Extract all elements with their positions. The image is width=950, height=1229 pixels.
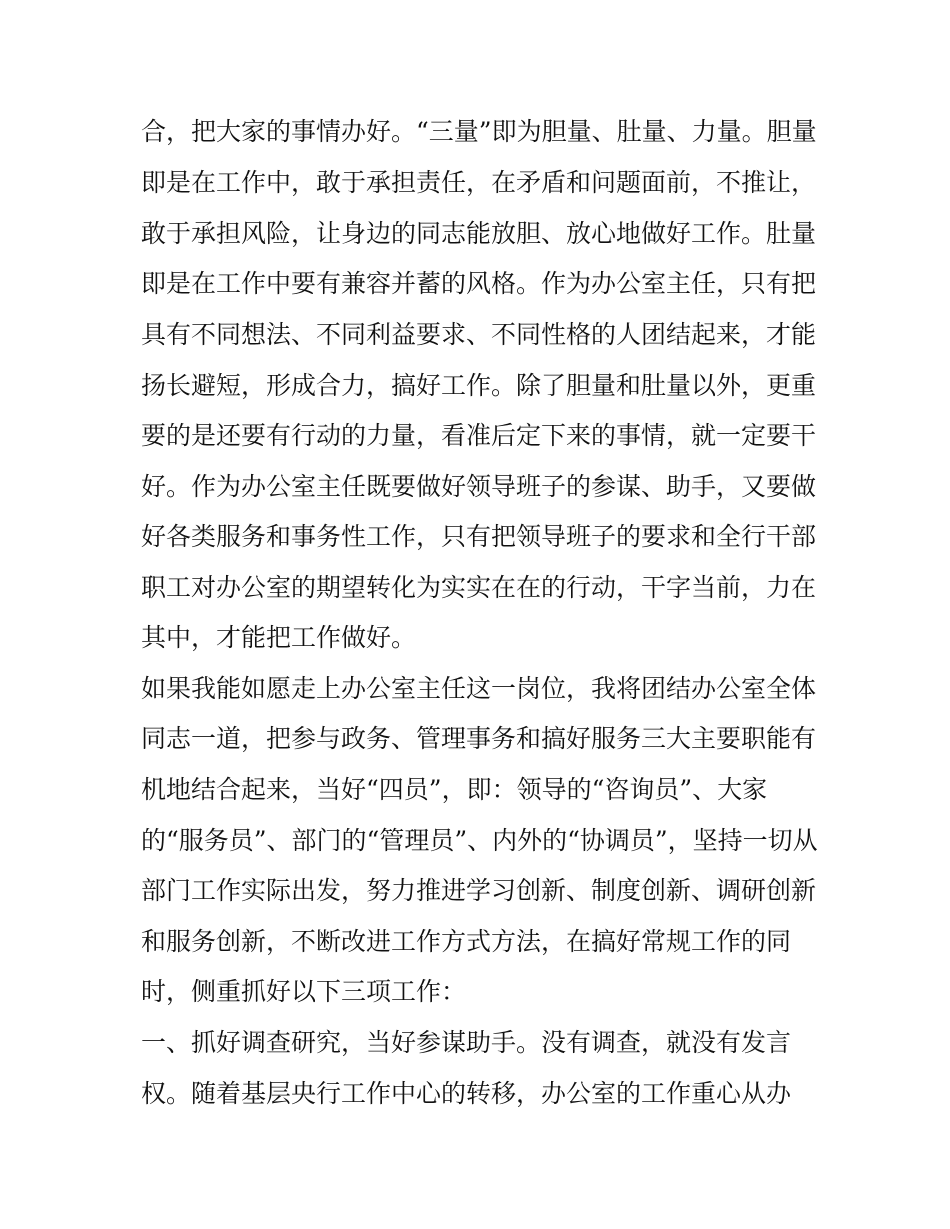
- text-line: 好。作为办公室主任既要做好领导班子的参谋、助手，又要做: [141, 472, 817, 501]
- text-line: 和服务创新，不断改进工作方式方法，在搞好常规工作的同: [141, 927, 792, 956]
- text-line: 合，把大家的事情办好。“三量”即为胆量、肚量、力量。胆量: [141, 117, 817, 146]
- text-line: 好各类服务和事务性工作，只有把领导班子的要求和全行干部: [141, 522, 817, 551]
- text-line: 同志一道，把参与政务、管理事务和搞好服务三大主要职能有: [141, 724, 817, 753]
- text-line: 敢于承担风险，让身边的同志能放胆、放心地做好工作。肚量: [141, 219, 817, 248]
- text-line: 部门工作实际出发，努力推进学习创新、制度创新、调研创新: [141, 876, 817, 905]
- text-line: 具有不同想法、不同利益要求、不同性格的人团结起来，才能: [141, 320, 817, 349]
- text-line: 机地结合起来，当好“四员”，即：领导的“咨询员”、大家: [141, 775, 768, 804]
- text-line: 即是在工作中要有兼容并蓄的风格。作为办公室主任，只有把: [141, 269, 817, 298]
- text-line: 要的是还要有行动的力量，看准后定下来的事情，就一定要干: [141, 421, 817, 450]
- text-line: 时，侧重抓好以下三项工作：: [141, 977, 467, 1006]
- text-line: 扬长避短，形成合力，搞好工作。除了胆量和肚量以外，更重: [141, 371, 817, 400]
- text-line: 的“服务员”、部门的“管理员”、内外的“协调员”，坚持一切从: [141, 826, 818, 855]
- text-line: 权。随着基层央行工作中心的转移，办公室的工作重心从办: [141, 1079, 792, 1108]
- text-line: 职工对办公室的期望转化为实实在在的行动，干字当前，力在: [141, 573, 817, 602]
- text-line: 即是在工作中，敢于承担责任，在矛盾和问题面前，不推让，: [141, 168, 817, 197]
- text-line: 其中，才能把工作做好。: [141, 623, 417, 652]
- text-line: 一、抓好调查研究，当好参谋助手。没有调查，就没有发言: [141, 1028, 792, 1057]
- text-line: 如果我能如愿走上办公室主任这一岗位，我将团结办公室全体: [141, 674, 817, 703]
